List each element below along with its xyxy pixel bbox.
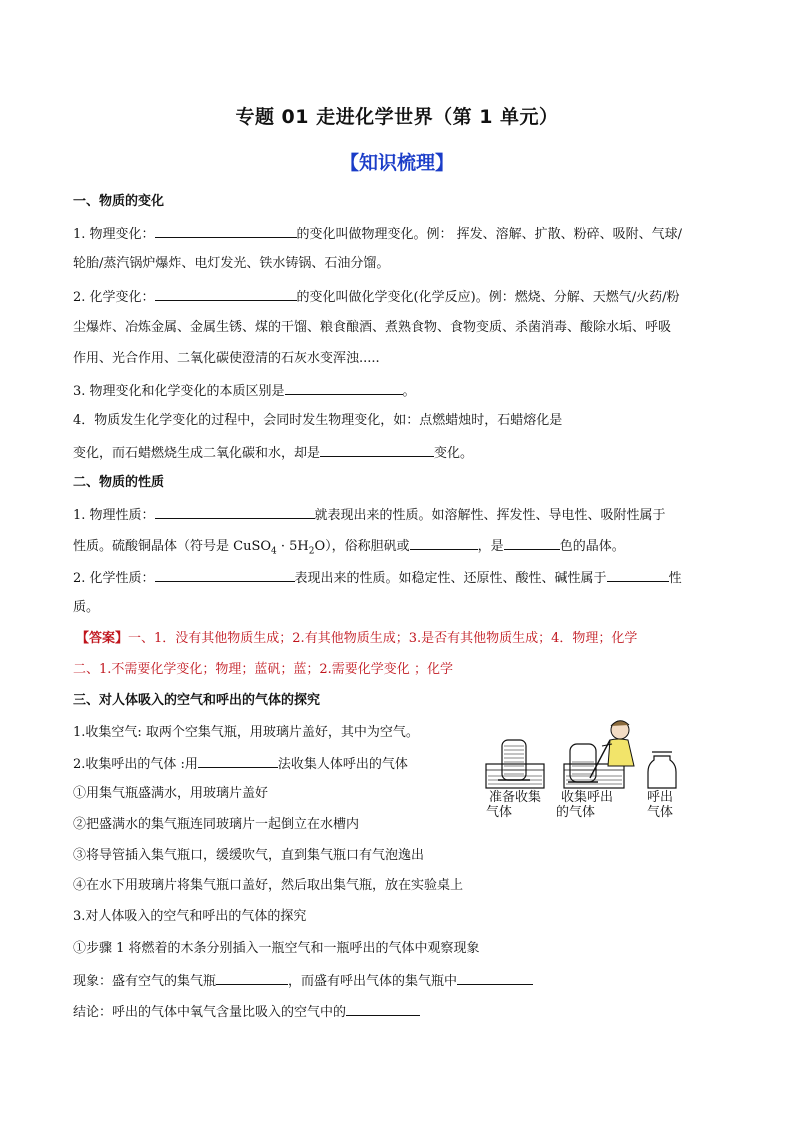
s2-item1-line2: 性质。硫酸铜晶体（符号是 CuSO$_4$ · $5H_2O$），俗称胆矾或 ，是 色的晶体。 bbox=[73, 536, 723, 561]
s2-item1-line1: 1. 物理性质： 就表现出来的性质。如溶解性、挥发性、导电性、吸附性属于 bbox=[73, 505, 723, 525]
blank bbox=[155, 505, 315, 519]
section1-heading: 一、物质的变化 bbox=[73, 194, 165, 209]
figure-label-exhaled: 呼出 气体 bbox=[646, 790, 673, 820]
s3-sub3: ③将导管插入集气瓶口，缓缓吹气，直到集气瓶口有气泡逸出 bbox=[73, 848, 425, 863]
s3-sub4: ④在水下用玻璃片将集气瓶口盖好，然后取出集气瓶，放在实验桌上 bbox=[73, 878, 464, 893]
s1-item2-line2: 尘爆炸、冶炼金属、金属生锈、煤的干馏、粮食酿酒、煮熟食物、食物变质、杀菌消毒、酸除水垢、呼吸 bbox=[73, 320, 672, 335]
section3-heading: 三、对人体吸入的空气和呼出的气体的探究 bbox=[73, 693, 321, 708]
answer-line2: 二、1.不需要化学变化；物理；蓝矾；蓝；2.需要化学变化 ；化学 bbox=[73, 662, 453, 677]
s3-step2: 2.收集呼出的气体 :用 法收集人体呼出的气体 bbox=[73, 754, 723, 774]
s2-item2-line2: 质。 bbox=[73, 600, 100, 615]
blank bbox=[320, 443, 434, 457]
section-subtitle: 【知识梳理】 bbox=[339, 152, 454, 174]
blank bbox=[155, 568, 295, 582]
blank bbox=[504, 536, 560, 550]
s1-item2-line1: 2. 化学变化： 的变化叫做化学变化(化学反应)。例：燃烧、分解、天燃气/火药/粉 bbox=[73, 287, 723, 307]
s1-item1-line1: 1. 物理变化： 的变化叫做物理变化。例： 挥发、溶解、扩散、粉碎、吸附、气球/ bbox=[73, 224, 723, 244]
blank bbox=[607, 568, 669, 582]
person-illustration bbox=[602, 721, 634, 766]
blank bbox=[410, 536, 478, 550]
s2-item2-line1: 2. 化学性质： 表现出来的性质。如稳定性、还原性、酸性、碱性属于 性 bbox=[73, 568, 723, 588]
s3-sub2: ②把盛满水的集气瓶连同玻璃片一起倒立在水槽内 bbox=[73, 817, 360, 832]
blank bbox=[285, 381, 403, 395]
s1-item2-line3: 作用、光合作用、二氧化碳使澄清的石灰水变浑浊..... bbox=[73, 351, 380, 366]
page-title: 专题 01 走进化学世界（第 1 单元） bbox=[235, 106, 559, 128]
s1-item1-line2: 轮胎/蒸汽锅炉爆炸、电灯发光、铁水铸锅、石油分馏。 bbox=[73, 256, 390, 271]
s1-item4-line2: 变化，而石蜡燃烧生成二氧化碳和水，却是 变化。 bbox=[73, 443, 723, 463]
blank bbox=[155, 287, 297, 301]
answer-label: 【答案】 bbox=[76, 631, 129, 646]
figure-label-collect: 收集呼出 的气体 bbox=[556, 790, 613, 820]
blank bbox=[155, 224, 297, 238]
s3-step1: 1.收集空气: 取两个空集气瓶，用玻璃片盖好，其中为空气。 bbox=[73, 725, 419, 740]
blank bbox=[346, 1002, 420, 1016]
s3-sub1: ①用集气瓶盛满水，用玻璃片盖好 bbox=[73, 786, 269, 801]
s3-exp1: ①步骤 1 将燃着的木条分别插入一瓶空气和一瓶呼出的气体中观察现象 bbox=[73, 941, 480, 956]
blank bbox=[198, 754, 278, 768]
figure-label-prepare: 准备收集 气体 bbox=[486, 790, 541, 820]
collected-gas-bottle bbox=[648, 752, 676, 788]
s3-step3: 3.对人体吸入的空气和呼出的气体的探究 bbox=[73, 909, 307, 924]
blank bbox=[457, 971, 533, 985]
s1-item4-line1: 4．物质发生化学变化的过程中，会同时发生物理变化，如：点燃蜡烛时，石蜡熔化是 bbox=[73, 413, 563, 428]
gas-collection-figure bbox=[484, 716, 694, 826]
s3-observation: 现象：盛有空气的集气瓶 ，而盛有呼出气体的集气瓶中 bbox=[73, 971, 723, 991]
trough-1 bbox=[486, 740, 544, 788]
s1-item3: 3. 物理变化和化学变化的本质区别是 。 bbox=[73, 381, 723, 401]
section2-heading: 二、物质的性质 bbox=[73, 475, 165, 490]
s3-conclusion: 结论：呼出的气体中氧气含量比吸入的空气中的 bbox=[73, 1002, 723, 1022]
answer-line1: 【答案】一、1．没有其他物质生成；2.有其他物质生成；3.是否有其他物质生成；4．物理；化学 bbox=[76, 631, 638, 646]
blank bbox=[216, 971, 288, 985]
